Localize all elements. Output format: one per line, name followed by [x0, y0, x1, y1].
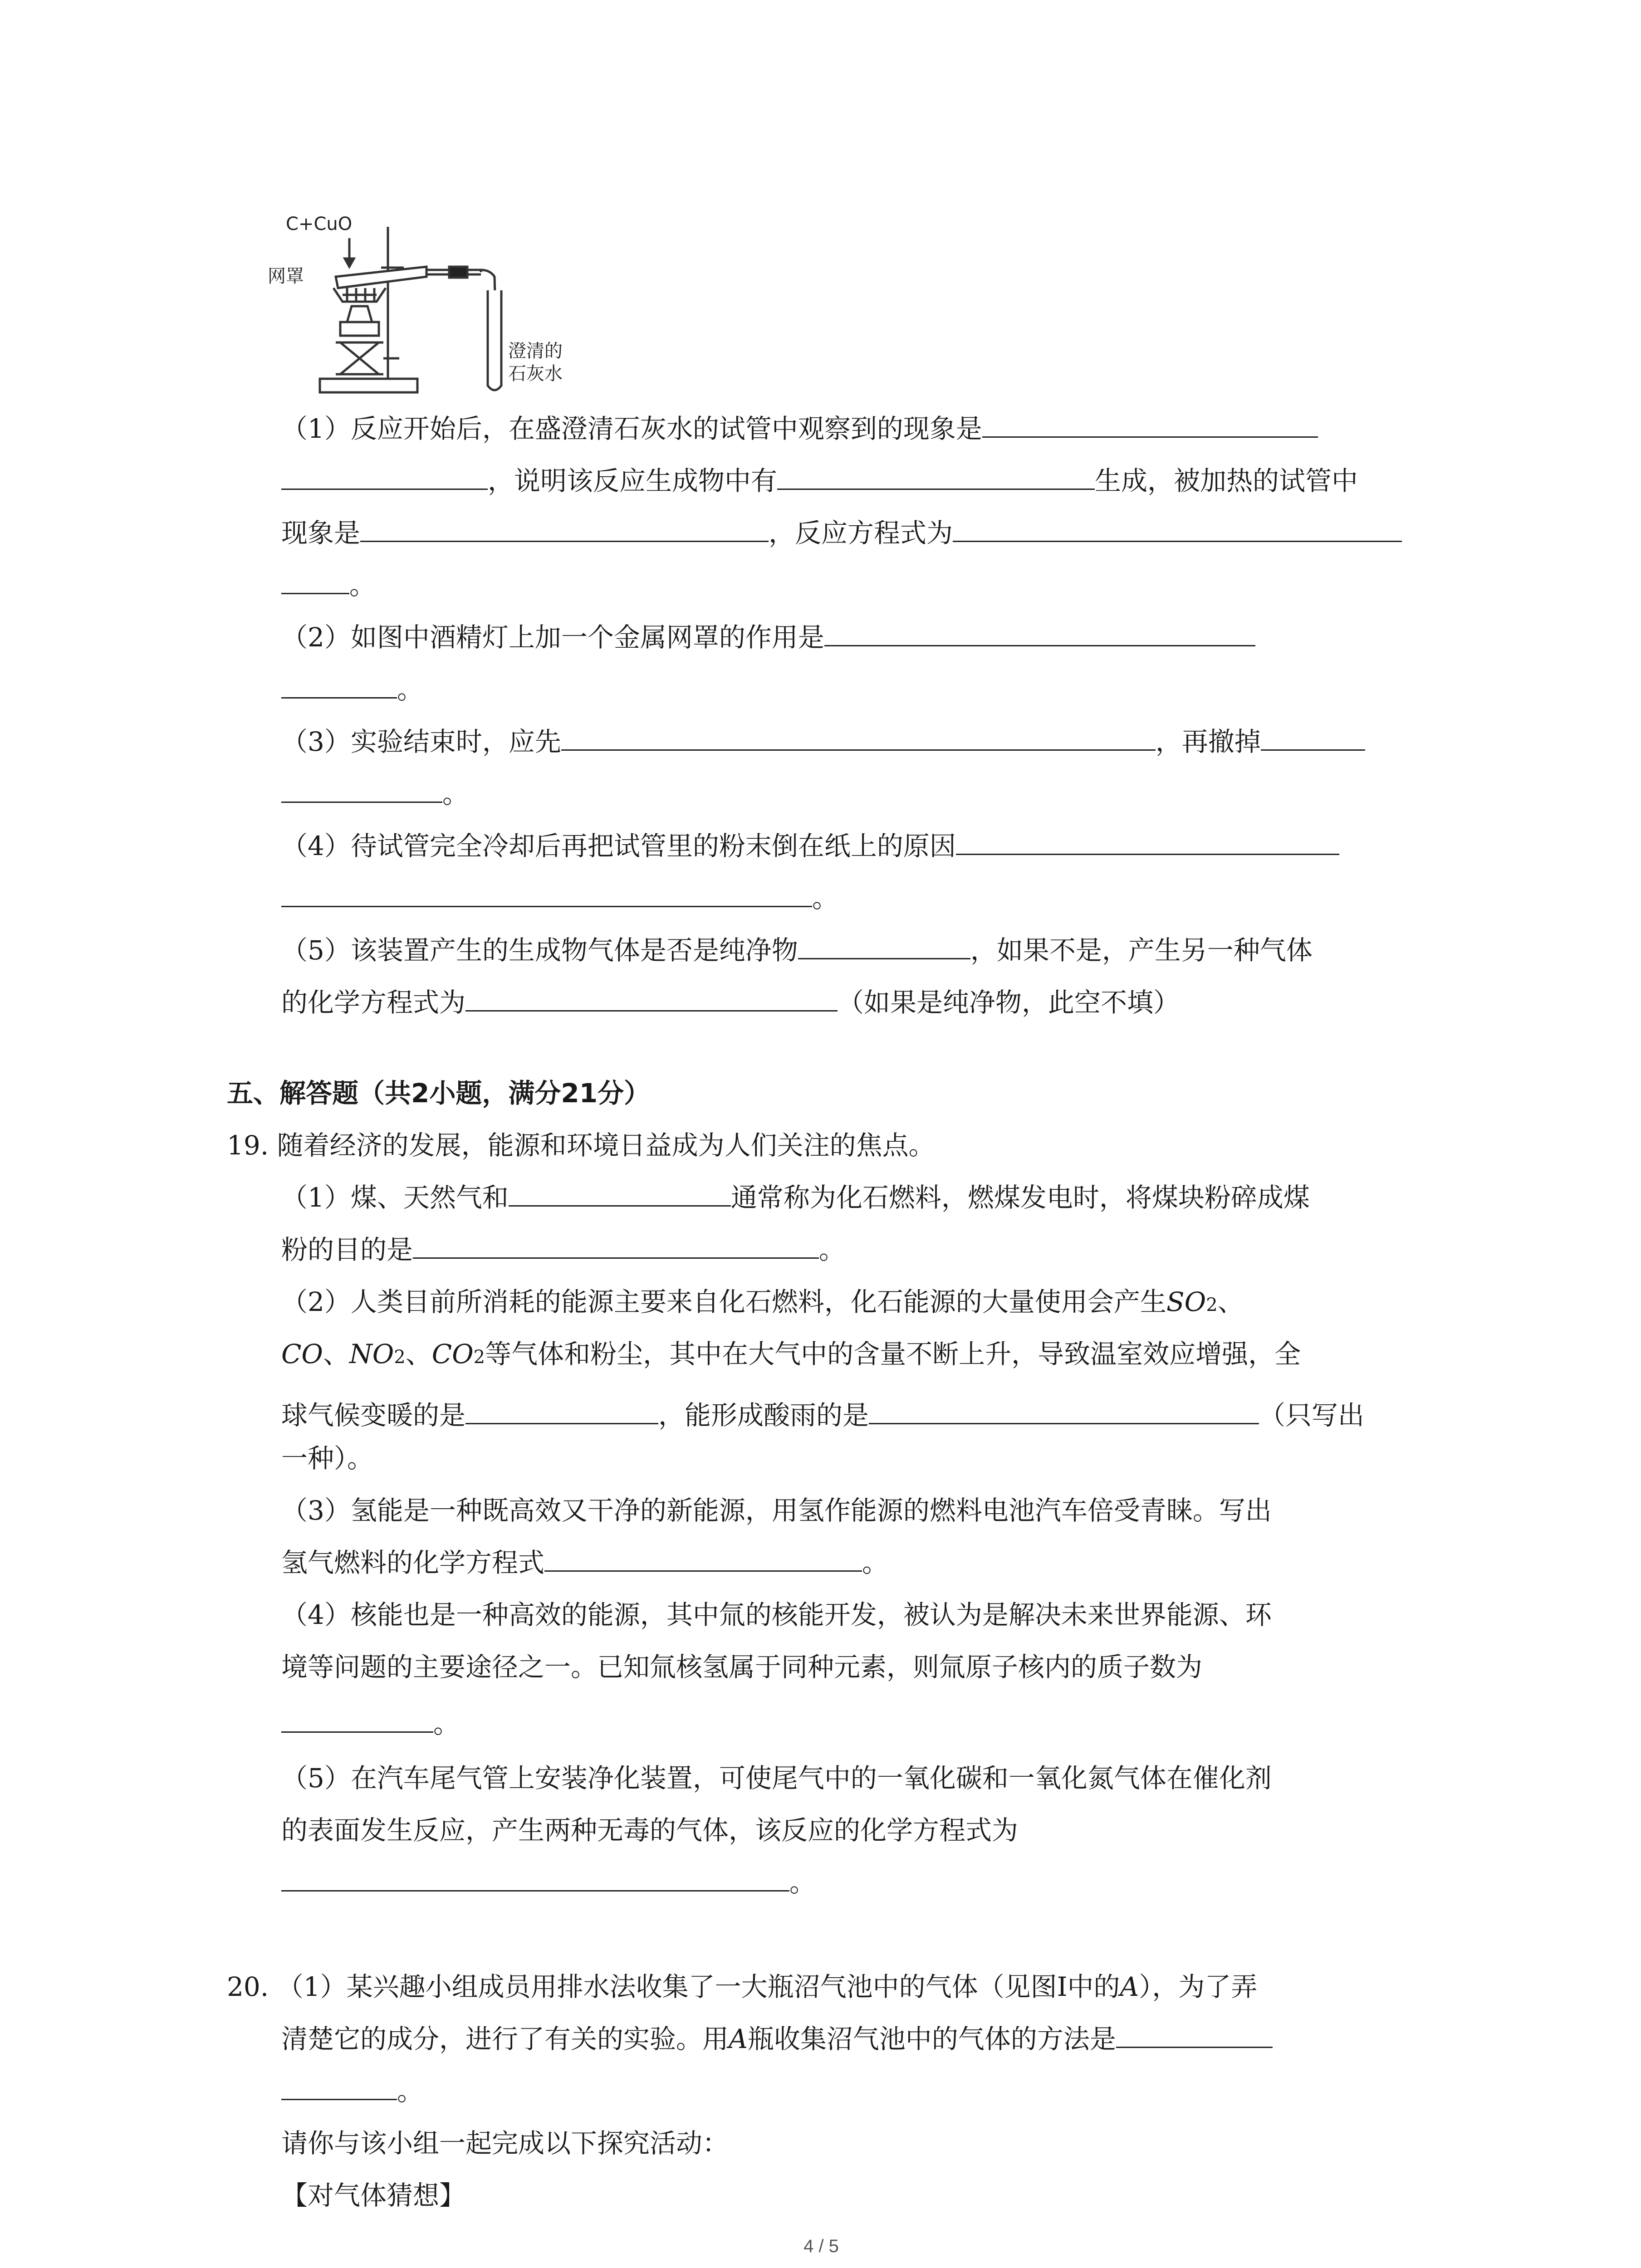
period: 。	[862, 1547, 889, 1578]
answer-blank[interactable]	[281, 2073, 397, 2100]
q19-part2-line1	[281, 1284, 1244, 1320]
answer-blank[interactable]	[509, 1180, 731, 1207]
q18-part5-line2	[281, 984, 1180, 1021]
formula-text: SO	[1166, 1286, 1206, 1317]
answer-blank[interactable]	[281, 1865, 789, 1892]
q18-part4-text: （4）待试管完全冷却后再把试管里的粉末倒在纸上的原因	[281, 831, 956, 861]
answer-blank[interactable]	[281, 567, 349, 594]
separator: 、	[1217, 1286, 1244, 1317]
period: 。	[349, 570, 376, 601]
page-number: 4 / 5	[803, 2236, 839, 2256]
bottle-a-label: A	[729, 2024, 748, 2054]
q19-part3-text: 氢气燃料的化学方程式	[281, 1547, 545, 1578]
q18-part4-line2	[281, 880, 838, 916]
q19-part1-text: 通常称为化石燃料，燃煤发电时，将煤块粉碎成煤	[730, 1182, 1310, 1213]
period: 。	[819, 1234, 846, 1265]
q18-part1-line1	[281, 411, 1318, 447]
q18-part1-line3	[281, 515, 1402, 551]
q19-part2-line2	[281, 1336, 1301, 1372]
q19-part1-text: 粉的目的是	[281, 1234, 413, 1265]
q19-part2-line3	[281, 1397, 1364, 1433]
q19-part4-line1: （4）核能也是一种高效的能源，其中氚的核能开发，被认为是解决未来世界能源、环	[281, 1599, 1272, 1630]
q18-part5-text: （5）该装置产生的生成物气体是否是纯净物	[281, 935, 798, 966]
mesh-label: 网罩	[268, 266, 304, 287]
subscript: 2	[1206, 1295, 1218, 1315]
q18-part1-text: 现象是	[281, 518, 361, 548]
answer-blank[interactable]	[465, 985, 838, 1012]
q19-part4-line2: 境等问题的主要途径之一。已知氚核氢属于同种元素，则氚原子核内的质子数为	[281, 1652, 1203, 1682]
q18-part2-text: （2）如图中酒精灯上加一个金属网罩的作用是	[281, 622, 824, 653]
period: 。	[789, 1867, 816, 1898]
q19-part5-line1: （5）在汽车尾气管上安装净化装置，可使尾气中的一氧化碳和一氧化氮气体在催化剂	[281, 1763, 1272, 1794]
q20-part1-text: 20. （1）某兴趣小组成员用排水法收集了一大瓶沼气池中的气体（见图Ⅰ中的	[227, 1971, 1120, 2002]
limewater-label-line1: 澄清的	[508, 341, 563, 362]
answer-blank[interactable]	[465, 1398, 658, 1424]
q18-part5-text: ，如果不是，产生另一种气体	[970, 935, 1313, 966]
subscript: 2	[473, 1347, 485, 1368]
q19-part4-line3	[281, 1706, 460, 1742]
limewater-label-line2: 石灰水	[508, 363, 563, 384]
q18-part5-text: （如果是纯净物，此空不填）	[838, 987, 1180, 1018]
bottle-a-label: A	[1120, 1971, 1139, 2002]
period: 。	[397, 674, 424, 705]
answer-blank[interactable]	[281, 776, 442, 803]
answer-blank[interactable]	[544, 1545, 862, 1572]
q18-part4-line1	[281, 828, 1339, 864]
q20-part1-line1	[227, 1969, 1257, 2005]
answer-blank[interactable]	[1116, 2021, 1273, 2048]
formula-co: CO	[281, 1339, 323, 1369]
subscript: 2	[394, 1347, 406, 1368]
q18-part5-text: 的化学方程式为	[281, 987, 466, 1018]
q19-part5-line2: 的表面发生反应，产生两种无毒的气体，该反应的化学方程式为	[281, 1815, 1019, 1846]
q18-part3-text: ，再撤掉	[1155, 726, 1261, 757]
answer-blank[interactable]	[281, 1706, 433, 1733]
q18-part2-line1	[281, 619, 1255, 655]
q20-instruction: 请你与该小组一起完成以下探究活动：	[281, 2128, 729, 2159]
q18-part3-line2	[281, 776, 469, 812]
q20-part1-text: ），为了弄	[1139, 1971, 1258, 2002]
q19-part2-text: ，能形成酸雨的是	[658, 1400, 869, 1431]
answer-blank[interactable]	[798, 933, 970, 959]
apparatus-figure	[268, 213, 585, 404]
q19-part3-line2	[281, 1545, 888, 1581]
q19-part1-line1	[281, 1179, 1310, 1216]
answer-blank[interactable]	[281, 880, 812, 907]
answer-blank[interactable]	[777, 463, 1095, 490]
separator: 、	[323, 1339, 349, 1369]
q20-guess-heading: 【对气体猜想】	[281, 2180, 466, 2211]
q18-part1-line4	[281, 567, 376, 603]
answer-blank[interactable]	[953, 515, 1402, 542]
answer-blank[interactable]	[1261, 724, 1365, 751]
q19-part2-line4: 一种）。	[281, 1443, 374, 1474]
q19-part2-text: 等气体和粉尘，其中在大气中的含量不断上升，导致温室效应增强，全	[485, 1339, 1301, 1369]
q20-part1-line2	[281, 2021, 1273, 2057]
q18-part1-text: （1）反应开始后，在盛澄清石灰水的试管中观察到的现象是	[281, 413, 982, 444]
formula-no2	[349, 1336, 406, 1375]
formula-text: CO	[431, 1339, 474, 1369]
q19-part2-text: 球气候变暖的是	[281, 1400, 466, 1431]
formula-so2	[1166, 1284, 1218, 1323]
q18-part3-text: （3）实验结束时，应先	[281, 726, 561, 757]
answer-blank[interactable]	[360, 515, 769, 542]
q20-part1-text: 瓶收集沼气池中的气体的方法是	[747, 2024, 1116, 2054]
answer-blank[interactable]	[824, 620, 1255, 646]
answer-blank[interactable]	[281, 672, 397, 699]
answer-blank[interactable]	[561, 724, 1156, 751]
q20-part1-text: 清楚它的成分，进行了有关的实验。用	[281, 2024, 729, 2054]
q19-part3-line1: （3）氢能是一种既高效又干净的新能源，用氢作能源的燃料电池汽车倍受青睐。写出	[281, 1495, 1272, 1526]
q18-part2-line2	[281, 671, 423, 708]
q18-part3-line1	[281, 723, 1365, 760]
q20-part1-line3	[281, 2073, 423, 2109]
q19-intro: 19. 随着经济的发展，能源和环境日益成为人们关注的焦点。	[227, 1130, 935, 1161]
reagent-label: C+CuO	[286, 214, 353, 235]
answer-blank[interactable]	[281, 463, 488, 490]
q19-part2-text: （2）人类目前所消耗的能源主要来自化石燃料，化石能源的大量使用会产生	[281, 1286, 1166, 1317]
q18-part1-line2	[281, 463, 1358, 499]
period: 。	[397, 2076, 424, 2107]
q18-part1-text: ，说明该反应生成物中有	[488, 465, 778, 496]
answer-blank[interactable]	[982, 411, 1318, 438]
period: 。	[812, 883, 839, 914]
formula-text: NO	[349, 1339, 394, 1369]
q19-part5-line3	[281, 1864, 816, 1901]
q18-part1-text: 生成，被加热的试管中	[1095, 465, 1358, 496]
q19-part1-text: （1）煤、天然气和	[281, 1182, 509, 1213]
formula-co2	[432, 1336, 485, 1375]
q18-part5-line1	[281, 932, 1313, 968]
answer-blank[interactable]	[869, 1398, 1259, 1424]
period: 。	[433, 1708, 460, 1739]
q18-part1-text: ，反应方程式为	[769, 518, 953, 548]
section-heading: 五、解答题（共2小题，满分21分）	[227, 1078, 651, 1109]
answer-blank[interactable]	[956, 828, 1339, 855]
period: 。	[442, 778, 469, 809]
answer-blank[interactable]	[413, 1232, 819, 1259]
q19-part1-line2	[281, 1232, 845, 1268]
separator: 、	[405, 1339, 432, 1369]
q19-part2-text: （只写出	[1259, 1400, 1365, 1431]
